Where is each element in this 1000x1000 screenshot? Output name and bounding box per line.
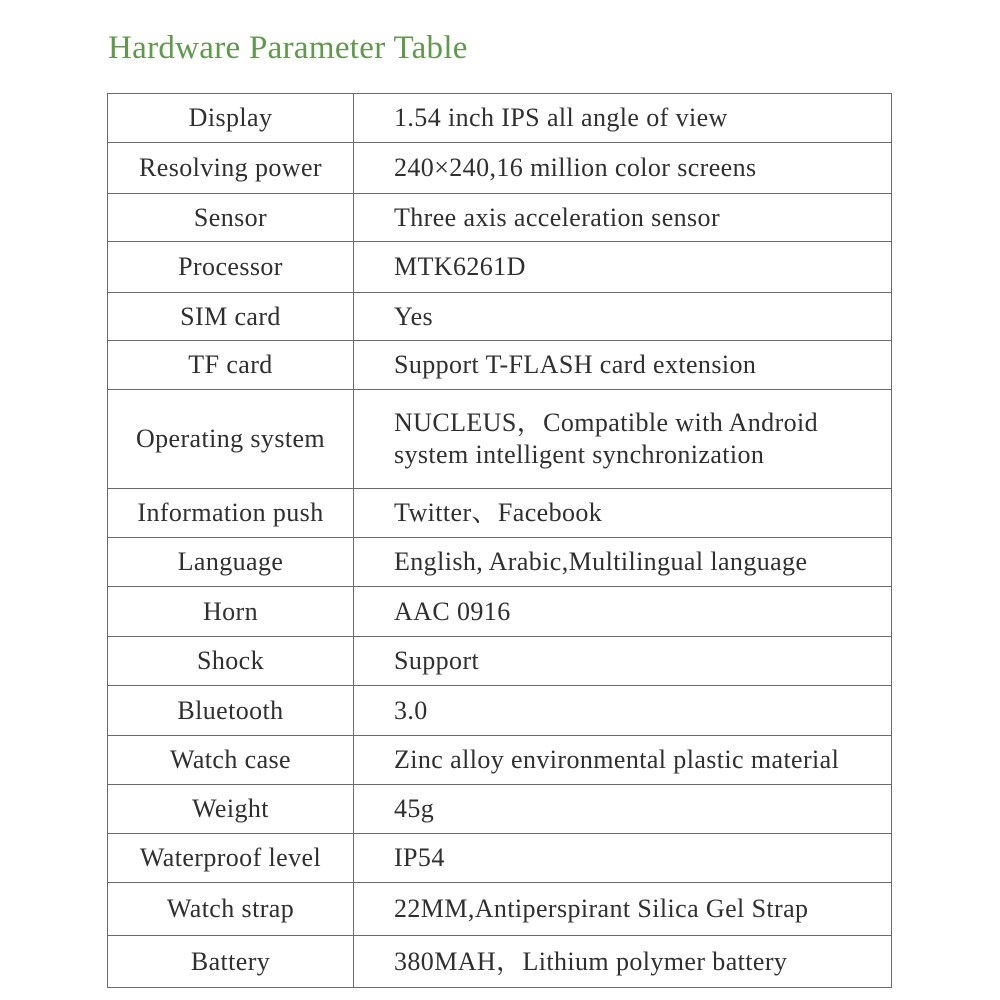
table-row: [108, 390, 892, 489]
parameter-value: Support: [354, 637, 892, 686]
table-row: [108, 936, 892, 988]
parameter-label: Shock: [108, 637, 354, 686]
parameter-value: MTK6261D: [354, 242, 892, 293]
table-row: [108, 94, 892, 143]
parameter-value: Three axis acceleration sensor: [354, 194, 892, 242]
table-row: [108, 489, 892, 538]
table-row: [108, 242, 892, 293]
table-row: [108, 785, 892, 834]
table-row: [108, 143, 892, 194]
parameter-value-line: system intelligent synchronization: [394, 440, 765, 469]
table-row: [108, 834, 892, 883]
parameter-value-line: NUCLEUS，Compatible with Android: [394, 408, 819, 437]
parameter-value: 45g: [354, 785, 892, 834]
parameter-label: Watch strap: [108, 883, 354, 936]
parameter-label: Processor: [108, 242, 354, 293]
parameter-label: Waterproof level: [108, 834, 354, 883]
parameter-label: Language: [108, 538, 354, 587]
parameter-value: Support T-FLASH card extension: [354, 341, 892, 390]
parameter-value: 1.54 inch IPS all angle of view: [354, 94, 892, 143]
parameter-label: Weight: [108, 785, 354, 834]
parameter-label: Horn: [108, 587, 354, 637]
parameter-value: IP54: [354, 834, 892, 883]
parameter-value: AAC 0916: [354, 587, 892, 637]
parameter-label: Battery: [108, 936, 354, 988]
parameter-label: Watch case: [108, 736, 354, 785]
parameter-value: [354, 390, 892, 489]
parameter-value: 22MM,Antiperspirant Silica Gel Strap: [354, 883, 892, 936]
parameter-value: Zinc alloy environmental plastic material: [354, 736, 892, 785]
table-row: [108, 293, 892, 341]
parameter-value: Twitter、Facebook: [354, 489, 892, 538]
table-row: [108, 538, 892, 587]
parameter-value: English, Arabic,Multilingual language: [354, 538, 892, 587]
parameter-label: Operating system: [108, 390, 354, 489]
parameter-label: Display: [108, 94, 354, 143]
parameter-label: SIM card: [108, 293, 354, 341]
table-row: [108, 736, 892, 785]
parameter-label: TF card: [108, 341, 354, 390]
page-title: Hardware Parameter Table: [108, 30, 468, 66]
parameter-value: 240×240,16 million color screens: [354, 143, 892, 194]
table-row: [108, 194, 892, 242]
hardware-parameter-table: [107, 93, 892, 988]
parameter-label: Resolving power: [108, 143, 354, 194]
table-row: [108, 587, 892, 637]
table-row: [108, 883, 892, 936]
parameter-label: Sensor: [108, 194, 354, 242]
parameter-value: 3.0: [354, 686, 892, 736]
parameter-value: 380MAH，Lithium polymer battery: [354, 936, 892, 988]
table-row: [108, 341, 892, 390]
table-row: [108, 686, 892, 736]
table-row: [108, 637, 892, 686]
parameter-value: Yes: [354, 293, 892, 341]
parameter-label: Information push: [108, 489, 354, 538]
parameter-label: Bluetooth: [108, 686, 354, 736]
